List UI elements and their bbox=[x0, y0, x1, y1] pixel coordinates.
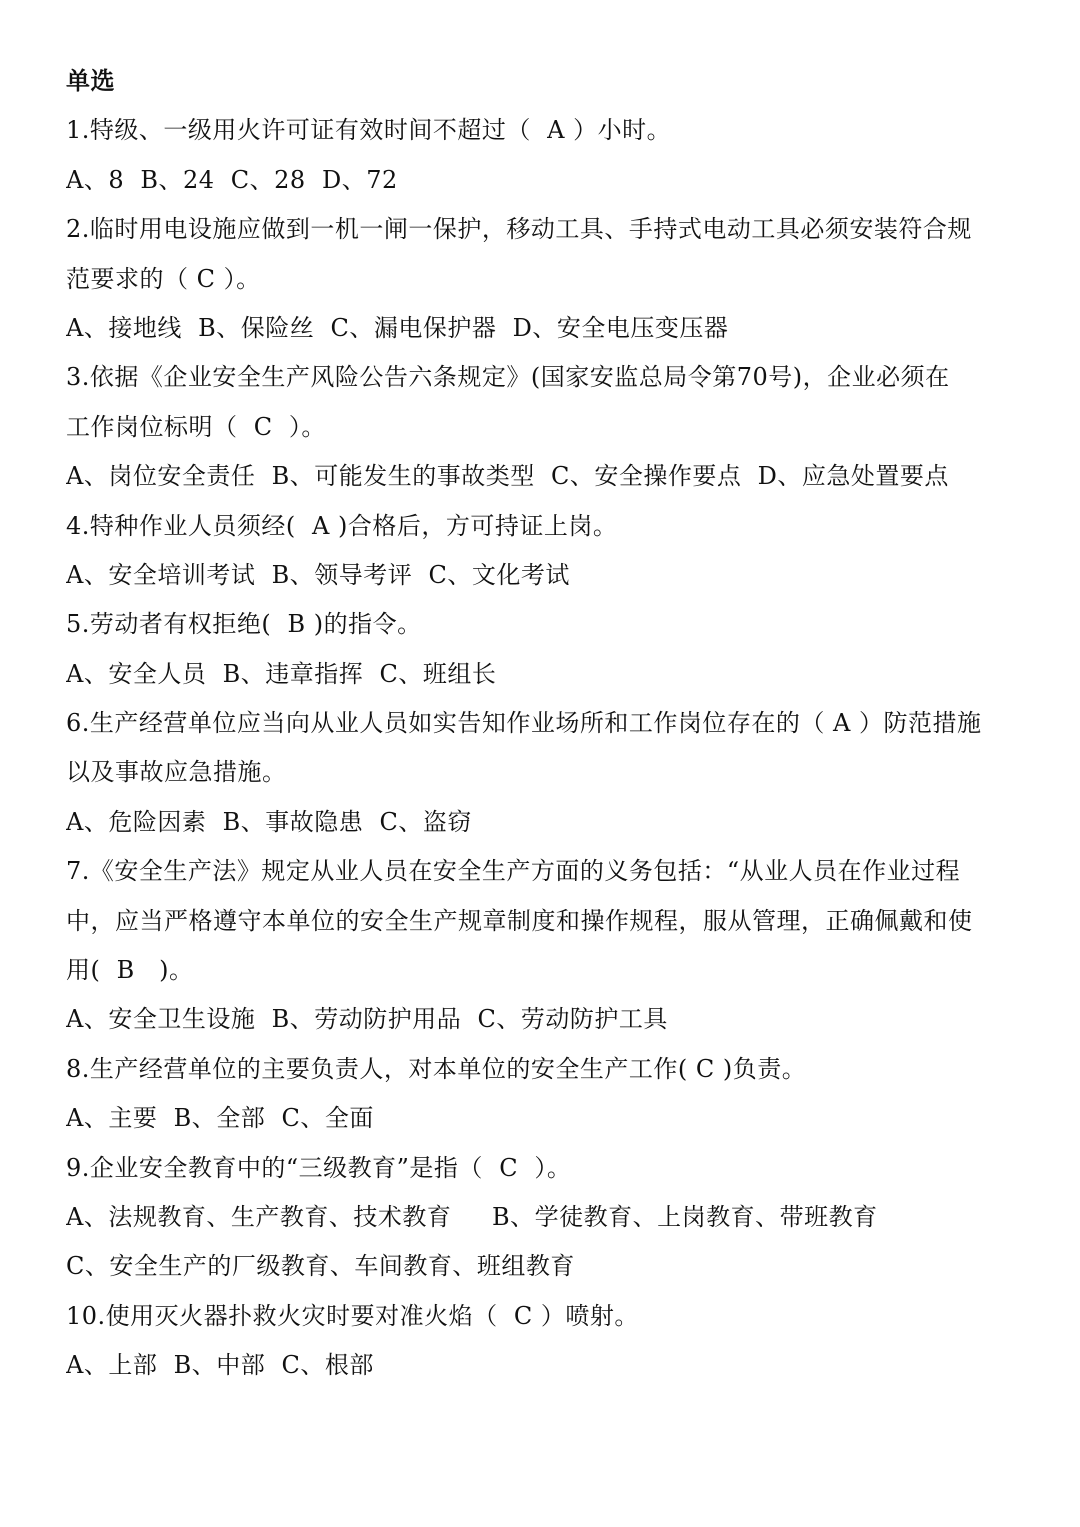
question-7-options: A、安全卫生设施 B、劳动防护用品 C、劳动防护工具 bbox=[66, 1005, 668, 1034]
question-8-text: 8.生产经营单位的主要负责人，对本单位的安全生产工作( C )负责。 bbox=[66, 1054, 807, 1083]
question-3-options: A、岗位安全责任 B、可能发生的事故类型 C、安全操作要点 D、应急处置要点 bbox=[66, 462, 949, 491]
question-6-text: 6.生产经营单位应当向从业人员如实告知作业场所和工作岗位存在的（ A ）防范措施 bbox=[66, 709, 982, 738]
question-7-text-cont: 中，应当严格遵守本单位的安全生产规章制度和操作规程，服从管理，正确佩戴和使 bbox=[66, 906, 973, 935]
question-6-text-cont: 以及事故应急措施。 bbox=[66, 758, 287, 787]
question-2-text-cont: 范要求的（ C ）。 bbox=[66, 264, 261, 293]
question-3-text: 3.依据《企业安全生产风险公告六条规定》(国家安监总局令第70号)，企业必须在 bbox=[66, 363, 950, 392]
question-9-options-cont: C、安全生产的厂级教育、车间教育、班组教育 bbox=[66, 1252, 575, 1281]
document-page bbox=[66, 57, 1026, 1391]
question-5-options: A、安全人员 B、违章指挥 C、班组长 bbox=[66, 659, 497, 688]
question-6-options: A、危险因素 B、事故隐患 C、盗窃 bbox=[66, 807, 472, 836]
question-7-text: 7.《安全生产法》规定从业人员在安全生产方面的义务包括：“从业人员在作业过程 bbox=[66, 857, 961, 886]
question-10-text: 10.使用灭火器扑救火灾时要对准火焰（ C ）喷射。 bbox=[66, 1301, 639, 1330]
question-8-options: A、主要 B、全部 C、全面 bbox=[66, 1104, 374, 1133]
question-3-text-cont: 工作岗位标明（ C ）。 bbox=[66, 412, 326, 441]
section-heading: 单选 bbox=[66, 67, 115, 95]
question-1-options: A、8 B、24 C、28 D、72 bbox=[66, 165, 398, 194]
question-1-text: 1.特级、一级用火许可证有效时间不超过（ A ）小时。 bbox=[66, 116, 672, 145]
question-5-text: 5.劳动者有权拒绝( B )的指令。 bbox=[66, 610, 422, 639]
question-9-options: A、法规教育、生产教育、技术教育 B、学徒教育、上岗教育、带班教育 bbox=[66, 1202, 878, 1231]
question-4-text: 4.特种作业人员须经( A )合格后，方可持证上岗。 bbox=[66, 511, 618, 540]
question-10-options: A、上部 B、中部 C、根部 bbox=[66, 1351, 374, 1380]
question-2-text: 2.临时用电设施应做到一机一闸一保护，移动工具、手持式电动工具必须安装符合规 bbox=[66, 215, 972, 244]
question-7-text-end: 用( B )。 bbox=[66, 956, 194, 985]
question-4-options: A、安全培训考试 B、领导考评 C、文化考试 bbox=[66, 560, 570, 589]
question-9-text: 9.企业安全教育中的“三级教育”是指（ C ）。 bbox=[66, 1153, 572, 1182]
question-2-options: A、接地线 B、保险丝 C、漏电保护器 D、安全电压变压器 bbox=[66, 313, 729, 342]
